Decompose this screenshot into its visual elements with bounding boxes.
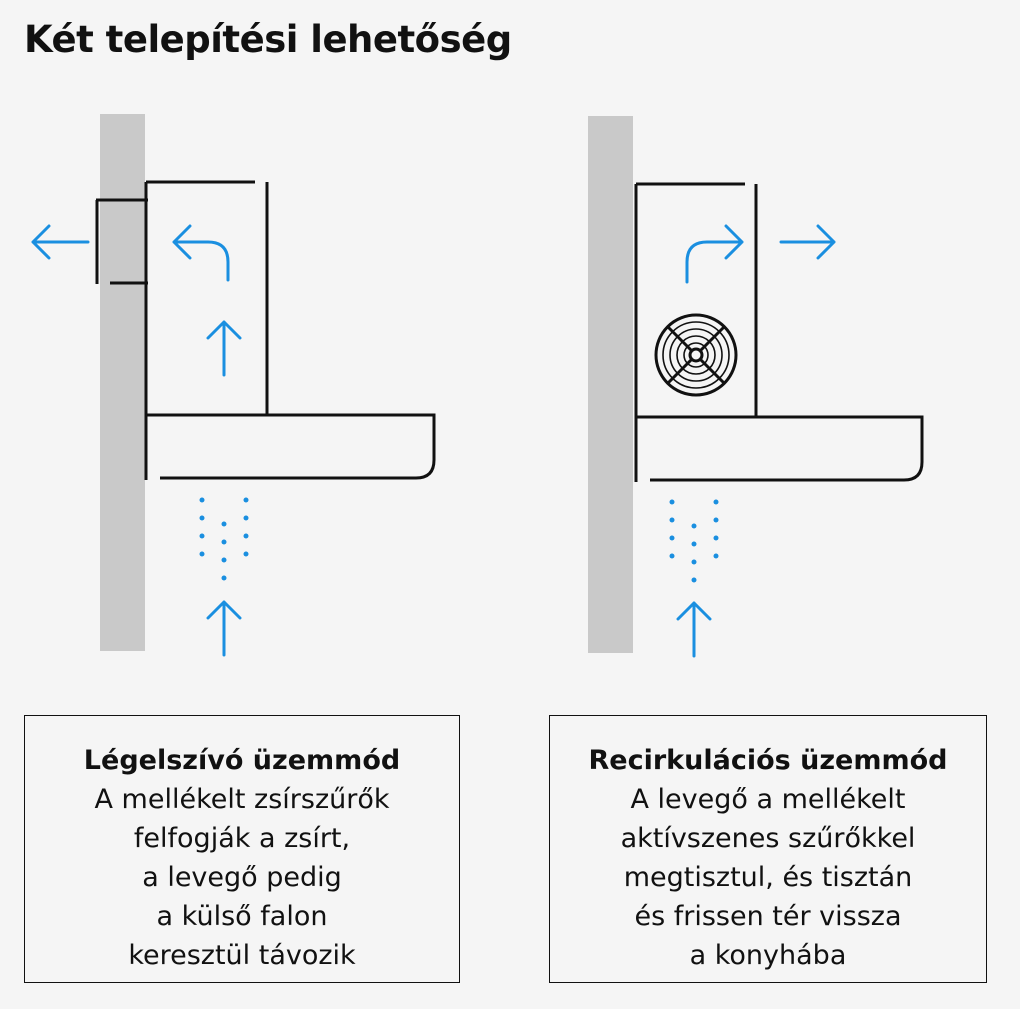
hood-canopy bbox=[636, 417, 922, 480]
caption-line: a külső falon bbox=[156, 901, 328, 932]
arrow-up-icon bbox=[208, 322, 240, 375]
hood-chimney bbox=[146, 182, 267, 480]
caption-line: és frissen tér vissza bbox=[634, 901, 902, 932]
arrow-left-icon bbox=[33, 226, 88, 258]
arrow-up-icon bbox=[208, 602, 240, 655]
arrow-up-icon bbox=[678, 603, 710, 656]
hood-chimney bbox=[636, 184, 756, 482]
wall-left bbox=[100, 114, 145, 651]
recirculation-mode-diagram bbox=[588, 116, 922, 656]
caption-line: keresztül távozik bbox=[128, 940, 356, 971]
caption-line: megtisztul, és tisztán bbox=[623, 862, 913, 893]
caption-heading: Recirkulációs üzemmód bbox=[588, 745, 948, 776]
caption-line: A mellékelt zsírszűrők bbox=[94, 784, 390, 815]
fan-icon bbox=[656, 315, 736, 395]
hood-canopy bbox=[146, 415, 434, 478]
arrow-up-icon bbox=[174, 226, 228, 280]
airflow-dots bbox=[200, 498, 249, 581]
caption-line: A levegő a mellékelt bbox=[630, 784, 906, 815]
caption-line: felfogják a zsírt, bbox=[133, 823, 351, 854]
airflow-dots bbox=[670, 500, 719, 583]
page-title: Két telepítési lehetőség bbox=[24, 18, 512, 61]
caption-line: aktívszenes szűrőkkel bbox=[620, 823, 916, 854]
extraction-mode-diagram bbox=[33, 114, 434, 655]
caption-heading: Légelszívó üzemmód bbox=[83, 745, 401, 776]
arrow-right-icon bbox=[781, 226, 834, 258]
extraction-mode-caption bbox=[24, 715, 460, 983]
arrow-right-icon bbox=[687, 226, 742, 282]
caption-line: a konyhába bbox=[689, 940, 847, 971]
recirculation-mode-caption bbox=[549, 715, 987, 983]
caption-line: a levegő pedig bbox=[142, 862, 342, 893]
wall-right bbox=[588, 116, 633, 653]
